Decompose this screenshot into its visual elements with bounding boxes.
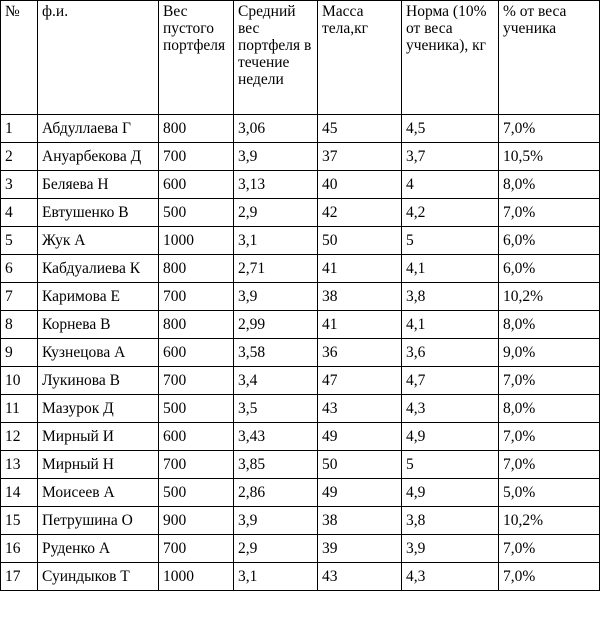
- cell-average-bag-weight: 3,43: [234, 423, 318, 451]
- cell-norm: 4,3: [402, 395, 499, 423]
- table-row: [1, 143, 600, 171]
- cell-empty-bag-weight: 700: [159, 283, 234, 311]
- cell-empty-bag-weight: 900: [159, 507, 234, 535]
- cell-name: Мирный И: [38, 423, 159, 451]
- cell-norm: 3,8: [402, 507, 499, 535]
- cell-name: Евтушенко В: [38, 199, 159, 227]
- cell-name: Петрушина О: [38, 507, 159, 535]
- cell-average-bag-weight: 3,9: [234, 283, 318, 311]
- cell-empty-bag-weight: 500: [159, 199, 234, 227]
- cell-body-mass: 41: [318, 255, 402, 283]
- cell-average-bag-weight: 3,85: [234, 451, 318, 479]
- cell-number: 12: [1, 423, 38, 451]
- cell-empty-bag-weight: 800: [159, 255, 234, 283]
- cell-percent: 7,0%: [499, 563, 600, 591]
- cell-name: Кузнецова А: [38, 339, 159, 367]
- cell-name: Мазурок Д: [38, 395, 159, 423]
- cell-name: Каримова Е: [38, 283, 159, 311]
- cell-average-bag-weight: 3,5: [234, 395, 318, 423]
- cell-name: Мирный Н: [38, 451, 159, 479]
- cell-empty-bag-weight: 1000: [159, 227, 234, 255]
- cell-empty-bag-weight: 700: [159, 451, 234, 479]
- table-row: [1, 283, 600, 311]
- cell-average-bag-weight: 3,06: [234, 115, 318, 143]
- cell-body-mass: 43: [318, 563, 402, 591]
- cell-body-mass: 38: [318, 283, 402, 311]
- cell-body-mass: 36: [318, 339, 402, 367]
- cell-norm: 4,1: [402, 255, 499, 283]
- cell-body-mass: 50: [318, 227, 402, 255]
- cell-norm: 3,9: [402, 535, 499, 563]
- cell-percent: 5,0%: [499, 479, 600, 507]
- cell-number: 2: [1, 143, 38, 171]
- cell-body-mass: 43: [318, 395, 402, 423]
- cell-empty-bag-weight: 800: [159, 311, 234, 339]
- cell-name: Жук А: [38, 227, 159, 255]
- table-row: [1, 507, 600, 535]
- table-row: [1, 451, 600, 479]
- cell-body-mass: 40: [318, 171, 402, 199]
- cell-percent: 7,0%: [499, 451, 600, 479]
- header-row: [1, 1, 600, 115]
- cell-average-bag-weight: 2,9: [234, 199, 318, 227]
- cell-percent: 8,0%: [499, 311, 600, 339]
- cell-average-bag-weight: 3,1: [234, 227, 318, 255]
- table-row: [1, 479, 600, 507]
- cell-average-bag-weight: 2,86: [234, 479, 318, 507]
- table-row: [1, 311, 600, 339]
- cell-body-mass: 49: [318, 423, 402, 451]
- cell-norm: 4,9: [402, 479, 499, 507]
- cell-number: 5: [1, 227, 38, 255]
- cell-number: 11: [1, 395, 38, 423]
- cell-empty-bag-weight: 700: [159, 535, 234, 563]
- cell-body-mass: 38: [318, 507, 402, 535]
- cell-body-mass: 49: [318, 479, 402, 507]
- table-row: [1, 255, 600, 283]
- cell-number: 13: [1, 451, 38, 479]
- cell-empty-bag-weight: 600: [159, 339, 234, 367]
- cell-percent: 7,0%: [499, 115, 600, 143]
- cell-average-bag-weight: 3,4: [234, 367, 318, 395]
- cell-empty-bag-weight: 500: [159, 479, 234, 507]
- cell-number: 1: [1, 115, 38, 143]
- table-body: [1, 115, 600, 591]
- cell-percent: 8,0%: [499, 395, 600, 423]
- cell-name: Руденко А: [38, 535, 159, 563]
- cell-body-mass: 45: [318, 115, 402, 143]
- cell-norm: 4,3: [402, 563, 499, 591]
- cell-average-bag-weight: 2,99: [234, 311, 318, 339]
- table-row: [1, 199, 600, 227]
- cell-percent: 10,2%: [499, 507, 600, 535]
- cell-empty-bag-weight: 800: [159, 115, 234, 143]
- cell-average-bag-weight: 3,58: [234, 339, 318, 367]
- cell-percent: 7,0%: [499, 367, 600, 395]
- table-row: [1, 227, 600, 255]
- cell-norm: 4,2: [402, 199, 499, 227]
- cell-empty-bag-weight: 700: [159, 367, 234, 395]
- header-body-mass: Масса тела,кг: [318, 1, 402, 115]
- cell-empty-bag-weight: 600: [159, 171, 234, 199]
- cell-name: Беляева Н: [38, 171, 159, 199]
- cell-body-mass: 42: [318, 199, 402, 227]
- cell-norm: 4: [402, 171, 499, 199]
- header-name: ф.и.: [38, 1, 159, 115]
- cell-percent: 10,2%: [499, 283, 600, 311]
- table-row: [1, 339, 600, 367]
- table-row: [1, 563, 600, 591]
- cell-number: 9: [1, 339, 38, 367]
- cell-norm: 4,9: [402, 423, 499, 451]
- cell-percent: 9,0%: [499, 339, 600, 367]
- cell-average-bag-weight: 2,9: [234, 535, 318, 563]
- cell-number: 10: [1, 367, 38, 395]
- cell-name: Суиндыков Т: [38, 563, 159, 591]
- cell-number: 17: [1, 563, 38, 591]
- cell-average-bag-weight: 3,9: [234, 143, 318, 171]
- cell-body-mass: 41: [318, 311, 402, 339]
- cell-number: 8: [1, 311, 38, 339]
- cell-norm: 4,5: [402, 115, 499, 143]
- cell-number: 7: [1, 283, 38, 311]
- cell-empty-bag-weight: 600: [159, 423, 234, 451]
- cell-percent: 6,0%: [499, 227, 600, 255]
- cell-average-bag-weight: 3,9: [234, 507, 318, 535]
- cell-percent: 10,5%: [499, 143, 600, 171]
- cell-norm: 5: [402, 227, 499, 255]
- table-row: [1, 115, 600, 143]
- cell-norm: 3,8: [402, 283, 499, 311]
- cell-body-mass: 47: [318, 367, 402, 395]
- cell-average-bag-weight: 3,1: [234, 563, 318, 591]
- cell-average-bag-weight: 2,71: [234, 255, 318, 283]
- cell-number: 3: [1, 171, 38, 199]
- table-row: [1, 535, 600, 563]
- cell-name: Лукинова В: [38, 367, 159, 395]
- header-empty-bag-weight: Вес пустого портфеля: [159, 1, 234, 115]
- cell-norm: 3,6: [402, 339, 499, 367]
- cell-percent: 7,0%: [499, 423, 600, 451]
- cell-empty-bag-weight: 700: [159, 143, 234, 171]
- cell-percent: 7,0%: [499, 199, 600, 227]
- table-row: [1, 171, 600, 199]
- cell-body-mass: 39: [318, 535, 402, 563]
- cell-name: Абдуллаева Г: [38, 115, 159, 143]
- cell-empty-bag-weight: 500: [159, 395, 234, 423]
- cell-name: Корнева В: [38, 311, 159, 339]
- cell-name: Кабдуалиева К: [38, 255, 159, 283]
- cell-norm: 5: [402, 451, 499, 479]
- header-norm: Норма (10% от веса ученика), кг: [402, 1, 499, 115]
- cell-number: 15: [1, 507, 38, 535]
- cell-percent: 6,0%: [499, 255, 600, 283]
- cell-percent: 7,0%: [499, 535, 600, 563]
- cell-norm: 3,7: [402, 143, 499, 171]
- cell-percent: 8,0%: [499, 171, 600, 199]
- cell-norm: 4,1: [402, 311, 499, 339]
- cell-number: 14: [1, 479, 38, 507]
- cell-name: Ануарбекова Д: [38, 143, 159, 171]
- cell-norm: 4,7: [402, 367, 499, 395]
- table-row: [1, 395, 600, 423]
- cell-number: 6: [1, 255, 38, 283]
- cell-body-mass: 37: [318, 143, 402, 171]
- cell-number: 4: [1, 199, 38, 227]
- cell-body-mass: 50: [318, 451, 402, 479]
- cell-number: 16: [1, 535, 38, 563]
- header-number: №: [1, 1, 38, 115]
- cell-average-bag-weight: 3,13: [234, 171, 318, 199]
- cell-empty-bag-weight: 1000: [159, 563, 234, 591]
- header-percent-of-weight: % от веса ученика: [499, 1, 600, 115]
- header-average-bag-weight: Средний вес портфеля в течение недели: [234, 1, 318, 115]
- table-row: [1, 423, 600, 451]
- cell-name: Моисеев А: [38, 479, 159, 507]
- table-header: [1, 1, 600, 115]
- table-row: [1, 367, 600, 395]
